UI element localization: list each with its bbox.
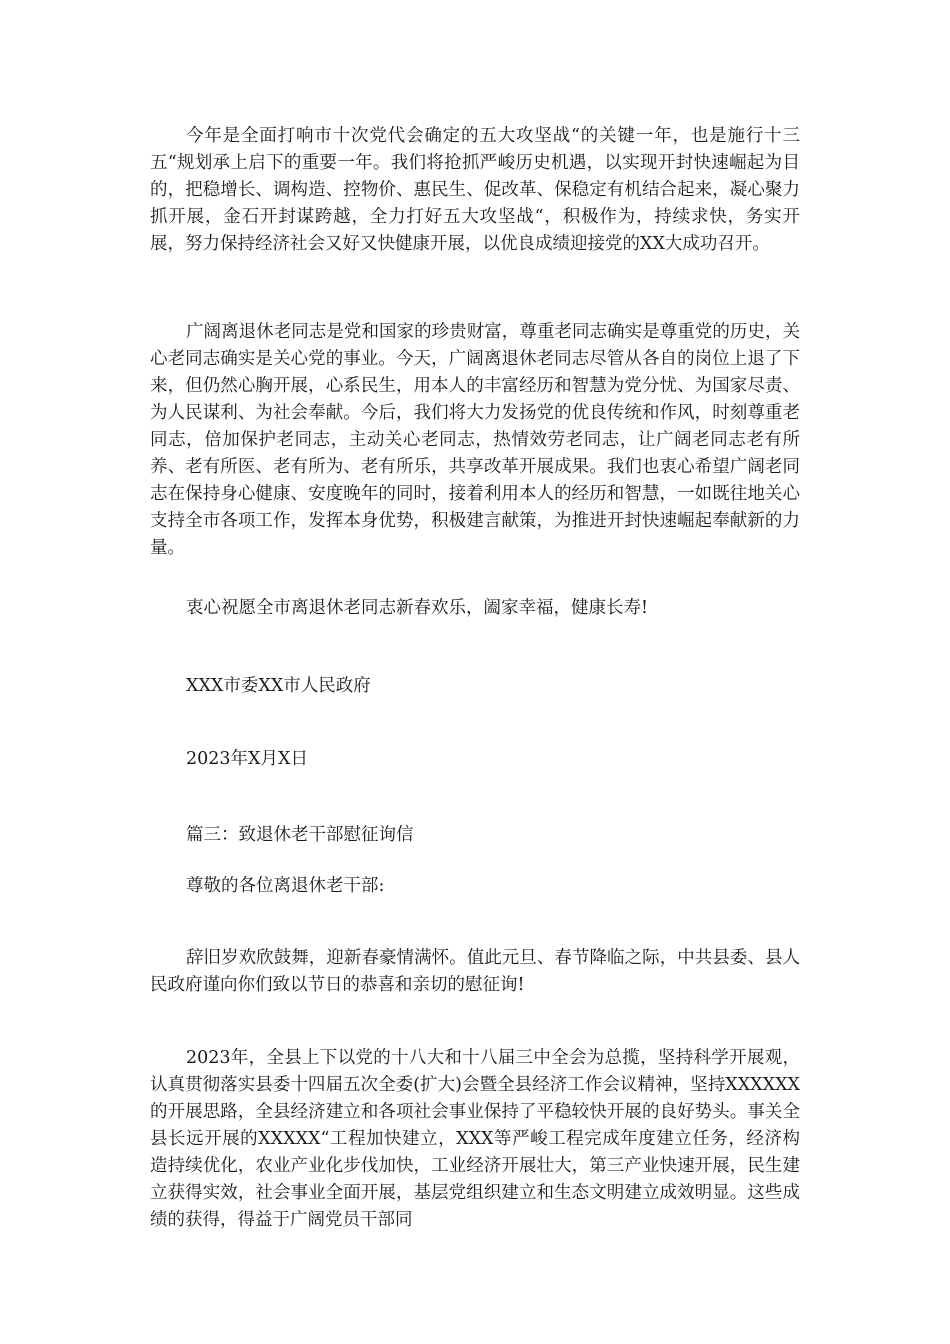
paragraph-retired-comrades: 广阔离退休老同志是党和国家的珍贵财富，尊重老同志确实是尊重党的历史，关心老同志确实是关心党的事业。今天，广阔离退休老同志尽管从各自的岗位上退了下来，但仍然心胸开展，心系民生，用本人的丰富经历和智慧为党分忧、为国家尽责、为人民谋利、为社会奉献。今后，我们将大力发扬党的优良传统和作风，时刻尊重老同志，倍加保护老同志，主动关心老同志，热情效劳老同志，让广阔老同志老有所养、老有所医、老有所为、老有所乐，共享改革开展成果。我们也衷心希望广阔老同志在保持身心健康、安度晚年的同时，接着利用本人的经历和智慧，一如既往地关心支持全市各项工作，发挥本身优势，积极建言献策，为推进开封快速崛起奉献新的力量。	[150, 322, 800, 558]
paragraph-county-achievements: 2023年，全县上下以党的十八大和十八届三中全会为总揽，坚持科学开展观，认真贯彻落实县委十四届五次全委(扩大)会暨全县经济工作会议精神，坚持XXXXXX的开展思路，全县经济建立和各项社会事业保持了平稳较快开展的良好势头。事关全县长远开展的XXXXX“工程加快建立，XXX等严峻工程完成年度建立任务，经济构造持续优化，农业产业化步伐加快，工业经济开展壮大，第三产业快速开展，民生建立获得实效，社会事业全面开展，基层党组织建立和生态文明建立成效明显。这些成绩的获得，得益于广阔党员干部同	[150, 1048, 800, 1230]
signature-organization: XXX市委XX市人民政府	[186, 676, 371, 696]
paragraph-tough-battle-year: 今年是全面打响市十次党代会确定的五大攻坚战“的关键一年，也是施行十三五“规划承上启下的重要一年。我们将抢抓严峻历史机遇，以实现开封快速崛起为目的，把稳增长、调构造、控物价、惠民生、促改革、保稳定有机结合起来，凝心聚力抓开展，金石开封谋跨越，全力打好五大攻坚战“，积极作为，持续求快，务实开展，努力保持经济社会又好又快健康开展，以优良成绩迎接党的XX大成功召开。	[150, 126, 800, 254]
salutation: 尊敬的各位离退休老干部:	[186, 876, 385, 896]
section-title: 篇三：致退休老干部慰征询信	[186, 825, 414, 845]
signature-date: 2023年X月X日	[186, 749, 308, 769]
paragraph-holiday-greetings: 辞旧岁欢欣鼓舞，迎新春豪情满怀。值此元旦、春节降临之际，中共县委、县人民政府谨向你们致以节日的恭喜和亲切的慰征询!	[150, 948, 800, 995]
new-year-wishes: 衷心祝愿全市离退休老同志新春欢乐，阖家幸福，健康长寿!	[186, 598, 649, 618]
